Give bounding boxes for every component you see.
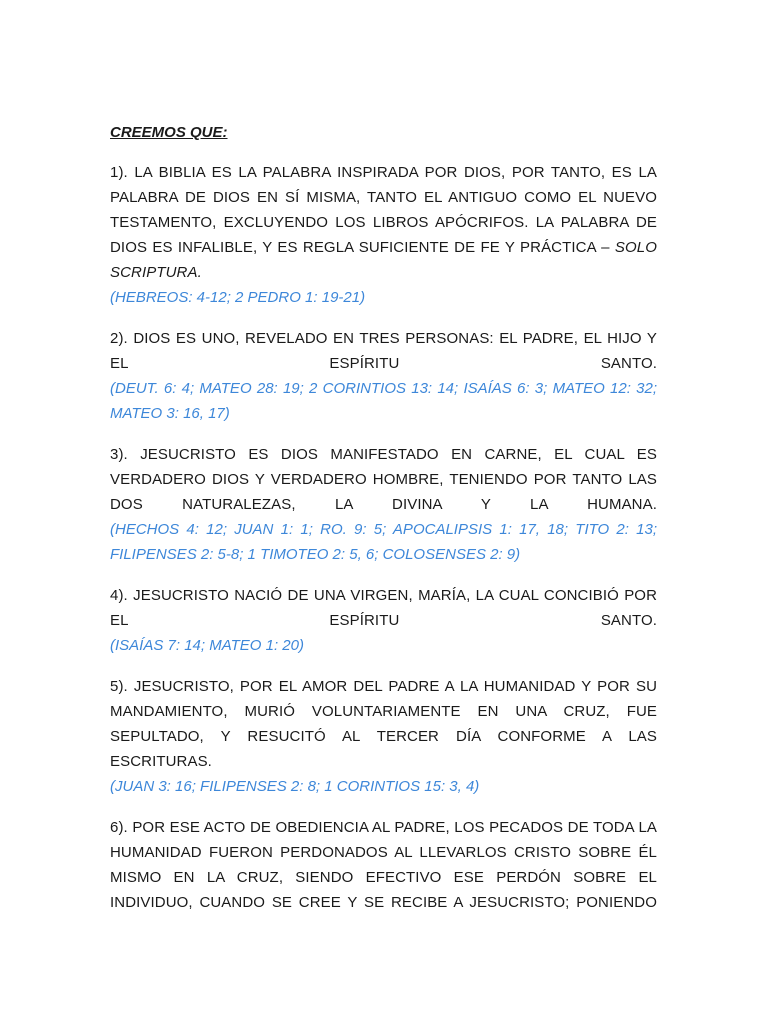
belief-item-1 [110, 160, 657, 310]
belief-item-6 [110, 815, 657, 915]
belief-text-2: 2). DIOS ES UNO, REVELADO EN TRES PERSONAS: EL PADRE, EL HIJO Y EL ESPÍRITU SANTO. [110, 330, 657, 372]
belief-item-5 [110, 674, 657, 799]
belief-body-1: 1). LA BIBLIA ES LA PALABRA INSPIRADA POR DIOS, POR TANTO, ES LA PALABRA DE DIOS EN SÍ MISMA, TANTO EL ANTIGUO COMO EL NUEVO TESTAMENTO, EXCLUYENDO LOS LIBROS APÓCRIFOS. LA PALABRA DE DIOS ES INFALIBLE, Y ES REGLA SUFICIENTE DE FE Y PRÁCTICA – [110, 164, 657, 256]
document-heading: CREEMOS QUE: [110, 124, 228, 141]
belief-text-1 [110, 160, 657, 285]
belief-text-3: 3). JESUCRISTO ES DIOS MANIFESTADO EN CARNE, EL CUAL ES VERDADERO DIOS Y VERDADERO HOMBRE, TENIENDO POR TANTO LAS DOS NATURALEZAS, LA DIVINA Y LA HUMANA. [110, 446, 657, 513]
belief-refs-5: (JUAN 3: 16; FILIPENSES 2: 8; 1 CORINTIOS 15: 3, 4) [110, 778, 480, 795]
belief-refs-1: (HEBREOS: 4-12; 2 PEDRO 1: 19-21) [110, 289, 366, 306]
belief-item-4 [110, 583, 657, 658]
belief-text-5: 5). JESUCRISTO, POR EL AMOR DEL PADRE A LA HUMANIDAD Y POR SU MANDAMIENTO, MURIÓ VOLUNTARIAMENTE EN UNA CRUZ, FUE SEPULTADO, Y RESUCITÓ AL TERCER DÍA CONFORME A LAS ESCRITURAS. [110, 678, 657, 770]
belief-emphasis-1: SOLO SCRIPTURA. [110, 239, 657, 281]
document-page [110, 120, 657, 931]
belief-text-4: 4). JESUCRISTO NACIÓ DE UNA VIRGEN, MARÍA, LA CUAL CONCIBIÓ POR EL ESPÍRITU SANTO. [110, 587, 657, 629]
belief-refs-3: (HECHOS 4: 12; JUAN 1: 1; RO. 9: 5; APOCALIPSIS 1: 17, 18; TITO 2: 13; FILIPENSES 2: 5-8; 1 TIMOTEO 2: 5, 6; COLOSENSES 2: 9) [110, 521, 657, 563]
belief-item-3 [110, 442, 657, 567]
belief-item-2 [110, 326, 657, 426]
belief-refs-2: (DEUT. 6: 4; MATEO 28: 19; 2 CORINTIOS 13: 14; ISAÍAS 6: 3; MATEO 12: 32; MATEO 3: 16, 17) [110, 380, 657, 422]
belief-refs-4: (ISAÍAS 7: 14; MATEO 1: 20) [110, 637, 304, 654]
belief-text-6: 6). POR ESE ACTO DE OBEDIENCIA AL PADRE, LOS PECADOS DE TODA LA HUMANIDAD FUERON PERDONADOS AL LLEVARLOS CRISTO SOBRE ÉL MISMO EN LA CRUZ, SIENDO EFECTIVO ESE PERDÓN SOBRE EL INDIVIDUO, CUANDO SE CREE Y SE RECIBE A JESUCRISTO; PONIENDO [110, 819, 657, 911]
